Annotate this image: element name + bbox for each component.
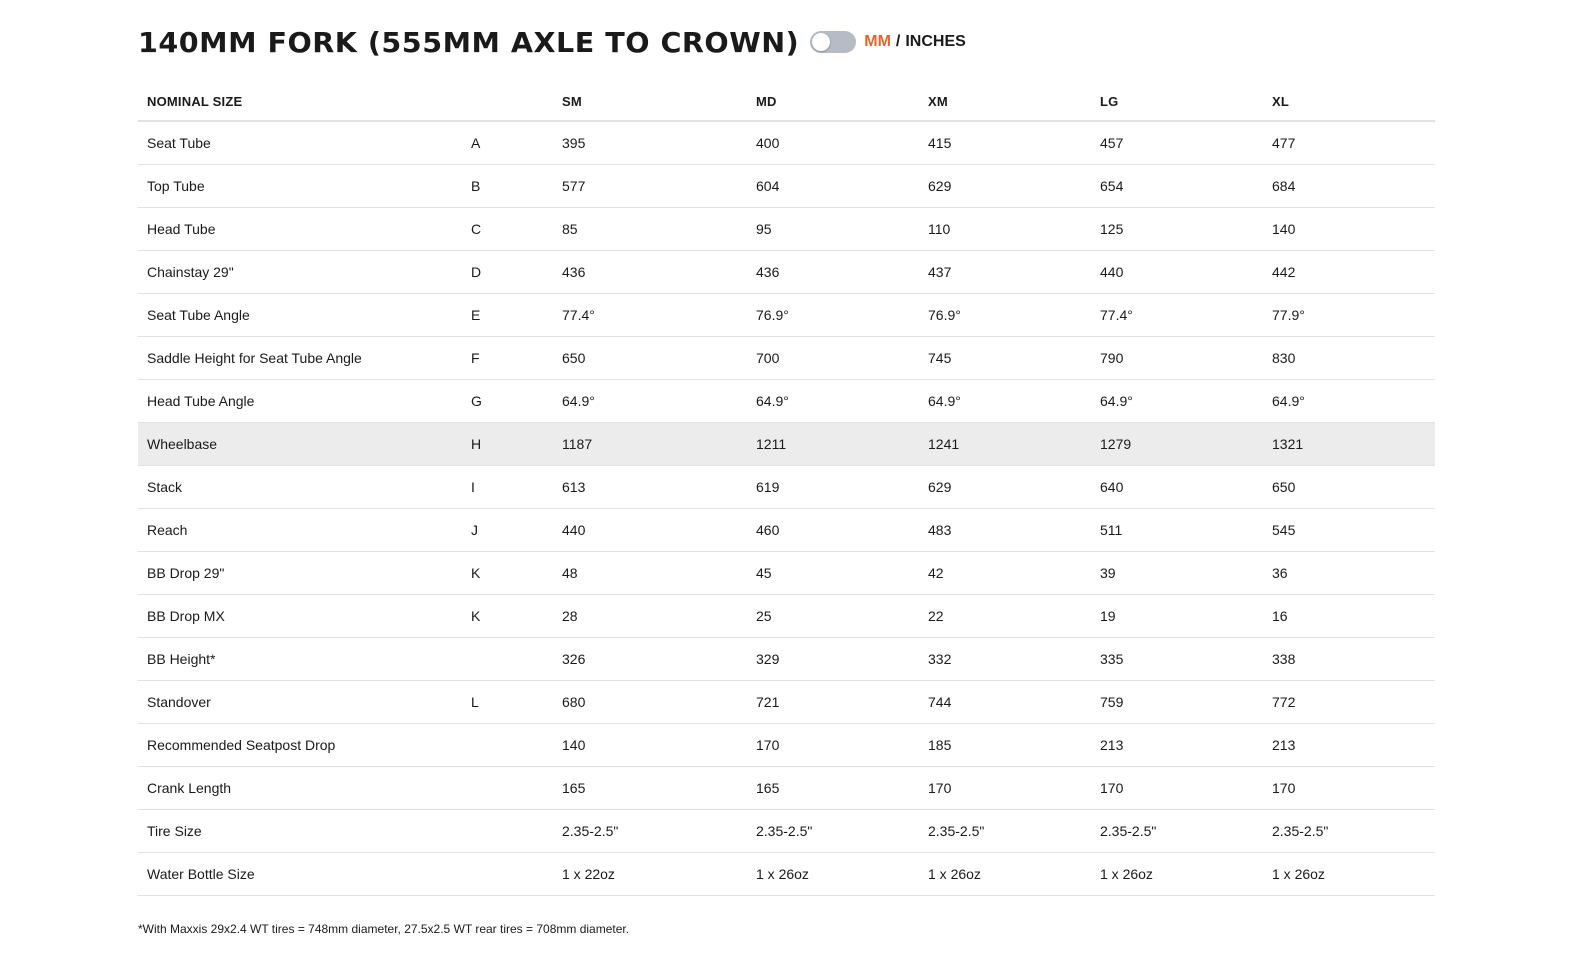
value-lg: 640 bbox=[1091, 466, 1263, 509]
value-sm: 165 bbox=[553, 767, 747, 810]
value-xm: 745 bbox=[919, 337, 1091, 380]
value-lg: 790 bbox=[1091, 337, 1263, 380]
value-xl: 64.9° bbox=[1263, 380, 1435, 423]
row-label: Tire Size bbox=[138, 810, 462, 853]
value-xm: 42 bbox=[919, 552, 1091, 595]
page-title: 140MM FORK (555MM AXLE TO CROWN) bbox=[138, 25, 800, 59]
footnote: *With Maxxis 29x2.4 WT tires = 748mm diameter, 27.5x2.5 WT rear tires = 708mm diameter. bbox=[138, 922, 630, 936]
value-md: 170 bbox=[747, 724, 919, 767]
table-row bbox=[138, 423, 1435, 466]
value-lg: 1 x 26oz bbox=[1091, 853, 1263, 896]
value-md: 165 bbox=[747, 767, 919, 810]
value-sm: 2.35-2.5" bbox=[553, 810, 747, 853]
value-md: 604 bbox=[747, 165, 919, 208]
row-label: Recommended Seatpost Drop bbox=[138, 724, 462, 767]
unit-separator: / bbox=[895, 33, 901, 50]
value-xl: 650 bbox=[1263, 466, 1435, 509]
table-row bbox=[138, 853, 1435, 896]
value-xm: 415 bbox=[919, 121, 1091, 165]
value-lg: 759 bbox=[1091, 681, 1263, 724]
value-md: 2.35-2.5" bbox=[747, 810, 919, 853]
row-letter: D bbox=[462, 251, 553, 294]
table-header bbox=[138, 82, 1435, 121]
value-lg: 213 bbox=[1091, 724, 1263, 767]
row-label: Seat Tube bbox=[138, 121, 462, 165]
value-xl: 442 bbox=[1263, 251, 1435, 294]
row-letter bbox=[462, 853, 553, 896]
value-lg: 440 bbox=[1091, 251, 1263, 294]
value-lg: 170 bbox=[1091, 767, 1263, 810]
unit-switch bbox=[810, 31, 966, 53]
table-row bbox=[138, 208, 1435, 251]
value-xm: 437 bbox=[919, 251, 1091, 294]
row-label: Standover bbox=[138, 681, 462, 724]
table-body bbox=[138, 121, 1435, 896]
value-lg: 125 bbox=[1091, 208, 1263, 251]
value-xl: 830 bbox=[1263, 337, 1435, 380]
value-xl: 2.35-2.5" bbox=[1263, 810, 1435, 853]
value-xl: 477 bbox=[1263, 121, 1435, 165]
table-row bbox=[138, 380, 1435, 423]
header-xm: XM bbox=[919, 82, 1091, 121]
table-row bbox=[138, 638, 1435, 681]
row-label: Top Tube bbox=[138, 165, 462, 208]
value-xm: 629 bbox=[919, 466, 1091, 509]
value-md: 329 bbox=[747, 638, 919, 681]
value-xl: 16 bbox=[1263, 595, 1435, 638]
value-lg: 654 bbox=[1091, 165, 1263, 208]
row-label: Seat Tube Angle bbox=[138, 294, 462, 337]
value-xl: 1 x 26oz bbox=[1263, 853, 1435, 896]
value-sm: 440 bbox=[553, 509, 747, 552]
value-lg: 39 bbox=[1091, 552, 1263, 595]
value-sm: 64.9° bbox=[553, 380, 747, 423]
value-sm: 436 bbox=[553, 251, 747, 294]
table-row bbox=[138, 466, 1435, 509]
geometry-header bbox=[138, 20, 966, 64]
value-md: 700 bbox=[747, 337, 919, 380]
row-label: Chainstay 29" bbox=[138, 251, 462, 294]
value-xm: 1 x 26oz bbox=[919, 853, 1091, 896]
value-xm: 629 bbox=[919, 165, 1091, 208]
value-lg: 2.35-2.5" bbox=[1091, 810, 1263, 853]
value-sm: 326 bbox=[553, 638, 747, 681]
value-xm: 2.35-2.5" bbox=[919, 810, 1091, 853]
table-row bbox=[138, 251, 1435, 294]
row-label: BB Drop MX bbox=[138, 595, 462, 638]
row-letter: F bbox=[462, 337, 553, 380]
value-sm: 48 bbox=[553, 552, 747, 595]
row-letter: I bbox=[462, 466, 553, 509]
value-xl: 77.9° bbox=[1263, 294, 1435, 337]
value-md: 76.9° bbox=[747, 294, 919, 337]
value-lg: 457 bbox=[1091, 121, 1263, 165]
row-letter: A bbox=[462, 121, 553, 165]
value-sm: 680 bbox=[553, 681, 747, 724]
row-label: Water Bottle Size bbox=[138, 853, 462, 896]
geometry-table bbox=[138, 82, 1435, 896]
header-sm: SM bbox=[553, 82, 747, 121]
row-label: Crank Length bbox=[138, 767, 462, 810]
value-md: 25 bbox=[747, 595, 919, 638]
value-sm: 577 bbox=[553, 165, 747, 208]
value-xm: 1241 bbox=[919, 423, 1091, 466]
unit-inches-label[interactable]: INCHES bbox=[905, 33, 966, 50]
table-row bbox=[138, 552, 1435, 595]
table-row bbox=[138, 509, 1435, 552]
row-label: Head Tube Angle bbox=[138, 380, 462, 423]
row-letter bbox=[462, 810, 553, 853]
value-lg: 19 bbox=[1091, 595, 1263, 638]
row-letter: H bbox=[462, 423, 553, 466]
value-md: 64.9° bbox=[747, 380, 919, 423]
value-md: 95 bbox=[747, 208, 919, 251]
value-sm: 1 x 22oz bbox=[553, 853, 747, 896]
value-lg: 511 bbox=[1091, 509, 1263, 552]
value-md: 45 bbox=[747, 552, 919, 595]
unit-toggle[interactable] bbox=[810, 31, 856, 53]
value-xl: 140 bbox=[1263, 208, 1435, 251]
value-lg: 335 bbox=[1091, 638, 1263, 681]
value-xl: 338 bbox=[1263, 638, 1435, 681]
value-md: 1211 bbox=[747, 423, 919, 466]
value-xm: 76.9° bbox=[919, 294, 1091, 337]
header-letter bbox=[462, 82, 553, 121]
value-md: 400 bbox=[747, 121, 919, 165]
value-md: 721 bbox=[747, 681, 919, 724]
value-sm: 85 bbox=[553, 208, 747, 251]
row-letter bbox=[462, 638, 553, 681]
value-xm: 110 bbox=[919, 208, 1091, 251]
value-sm: 395 bbox=[553, 121, 747, 165]
value-lg: 1279 bbox=[1091, 423, 1263, 466]
value-xm: 170 bbox=[919, 767, 1091, 810]
table-row bbox=[138, 681, 1435, 724]
header-xl: XL bbox=[1263, 82, 1435, 121]
value-xl: 213 bbox=[1263, 724, 1435, 767]
value-sm: 1187 bbox=[553, 423, 747, 466]
table-header-row bbox=[138, 82, 1435, 121]
row-label: Saddle Height for Seat Tube Angle bbox=[138, 337, 462, 380]
row-letter: K bbox=[462, 595, 553, 638]
value-xm: 744 bbox=[919, 681, 1091, 724]
table-row bbox=[138, 724, 1435, 767]
row-letter: C bbox=[462, 208, 553, 251]
header-md: MD bbox=[747, 82, 919, 121]
row-letter bbox=[462, 724, 553, 767]
value-xm: 22 bbox=[919, 595, 1091, 638]
row-letter: E bbox=[462, 294, 553, 337]
value-xl: 545 bbox=[1263, 509, 1435, 552]
value-xl: 684 bbox=[1263, 165, 1435, 208]
table-row bbox=[138, 121, 1435, 165]
value-md: 460 bbox=[747, 509, 919, 552]
value-xl: 1321 bbox=[1263, 423, 1435, 466]
table-row bbox=[138, 294, 1435, 337]
value-md: 1 x 26oz bbox=[747, 853, 919, 896]
row-label: Head Tube bbox=[138, 208, 462, 251]
value-xm: 332 bbox=[919, 638, 1091, 681]
value-lg: 77.4° bbox=[1091, 294, 1263, 337]
value-sm: 650 bbox=[553, 337, 747, 380]
unit-toggle-knob[interactable] bbox=[812, 33, 830, 51]
table-row bbox=[138, 810, 1435, 853]
row-letter: J bbox=[462, 509, 553, 552]
value-md: 436 bbox=[747, 251, 919, 294]
value-sm: 77.4° bbox=[553, 294, 747, 337]
header-nominal-size: NOMINAL SIZE bbox=[138, 82, 462, 121]
row-label: BB Height* bbox=[138, 638, 462, 681]
row-label: BB Drop 29" bbox=[138, 552, 462, 595]
row-label: Reach bbox=[138, 509, 462, 552]
unit-mm-label[interactable]: MM bbox=[864, 33, 891, 50]
row-letter: G bbox=[462, 380, 553, 423]
value-xm: 483 bbox=[919, 509, 1091, 552]
table-row bbox=[138, 595, 1435, 638]
row-label: Wheelbase bbox=[138, 423, 462, 466]
row-letter bbox=[462, 767, 553, 810]
row-letter: L bbox=[462, 681, 553, 724]
value-sm: 140 bbox=[553, 724, 747, 767]
value-xm: 64.9° bbox=[919, 380, 1091, 423]
value-xl: 36 bbox=[1263, 552, 1435, 595]
value-xl: 170 bbox=[1263, 767, 1435, 810]
row-label: Stack bbox=[138, 466, 462, 509]
header-lg: LG bbox=[1091, 82, 1263, 121]
value-lg: 64.9° bbox=[1091, 380, 1263, 423]
value-sm: 613 bbox=[553, 466, 747, 509]
table-row bbox=[138, 337, 1435, 380]
table-row bbox=[138, 767, 1435, 810]
row-letter: K bbox=[462, 552, 553, 595]
value-sm: 28 bbox=[553, 595, 747, 638]
value-xl: 772 bbox=[1263, 681, 1435, 724]
table-row bbox=[138, 165, 1435, 208]
row-letter: B bbox=[462, 165, 553, 208]
value-md: 619 bbox=[747, 466, 919, 509]
value-xm: 185 bbox=[919, 724, 1091, 767]
